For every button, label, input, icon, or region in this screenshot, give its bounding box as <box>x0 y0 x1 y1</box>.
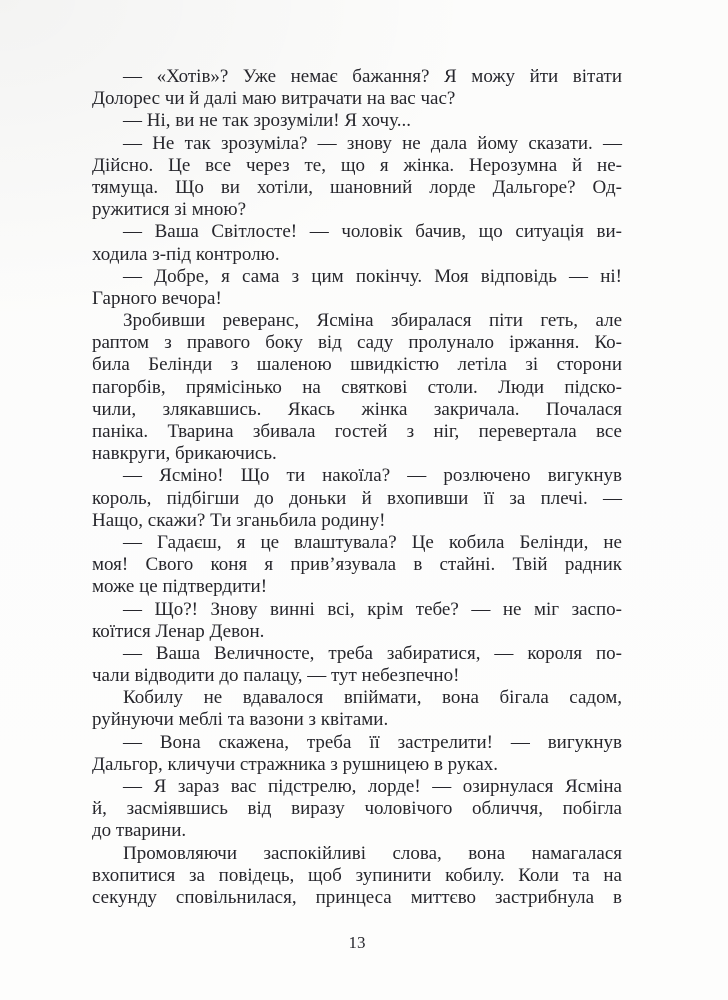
text-line: Гарного вечора! <box>92 287 222 309</box>
text-line: навкруги, брикаючись. <box>92 443 277 465</box>
text-line: Зробивши реверанс, Ясміна збиралася піти геть, але <box>123 310 622 332</box>
text-line: секунду сповільнилася, принцеса миттєво застрибнула в <box>92 886 622 908</box>
text-line: моя! Свого коня я прив’язувала в стайні. Твій радник <box>92 554 622 576</box>
page-text <box>92 66 622 909</box>
text-line: паніка. Тварина збивала гостей з ніг, перевертала все <box>92 421 622 442</box>
text-line: коїтися Ленар Девон. <box>92 620 265 642</box>
text-line: вхопитися за повідець, щоб зупинити кобилу. Коли та на <box>92 864 622 886</box>
text-line: й, засміявшись від виразу чоловічого обличчя, побігла <box>92 798 622 820</box>
text-line: — «Хотів»? Уже немає бажання? Я можу йти вітати <box>123 66 622 87</box>
text-line: чали відводити до палацу, — тут небезпечно! <box>92 665 460 687</box>
text-line: Дальгор, кличучи стражника з рушницею в руках. <box>92 753 499 775</box>
text-line: — Ваша Величносте, треба забиратися, — короля по- <box>123 642 622 664</box>
text-line: Долорес чи й далі маю витрачати на вас час? <box>92 88 456 110</box>
text-line: чили, злякавшись. Якась жінка закричала. Почалася <box>92 398 622 420</box>
text-line: — Ваша Світлосте! — чоловік бачив, що ситуація ви- <box>123 221 622 243</box>
text-line: — Що?! Знову винні всі, крім тебе? — не міг заспо- <box>123 598 622 620</box>
text-line: руйнуючи меблі та вазони з квітами. <box>92 709 389 731</box>
text-line: може це підтвердити! <box>92 576 268 598</box>
text-line: Промовляючи заспокійливі слова, вона намагалася <box>123 842 622 864</box>
text-line: до тварини. <box>92 820 187 842</box>
text-line: раптом з правого боку від саду пролунало іржання. Ко- <box>92 332 622 354</box>
text-line: Нащо, скажи? Ти зганьбила родину! <box>92 509 386 531</box>
text-line: — Вона скажена, треба її застрелити! — вигукнув <box>123 731 622 753</box>
text-line: король, підбігши до доньки й вхопивши її за плечі. — <box>92 487 622 509</box>
text-line: — Не так зрозуміла? — знову не дала йому сказати. — <box>123 132 622 154</box>
page-number: 13 <box>348 933 366 952</box>
text-line: — Я зараз вас підстрелю, лорде! — озирнулася Ясміна <box>123 776 622 797</box>
text-line: Дійсно. Це все через те, що я жінка. Нерозумна й не- <box>92 154 622 176</box>
text-line: Кобилу не вдавалося впіймати, вона бігала садом, <box>123 687 622 709</box>
text-line: била Белінди з шаленою швидкістю летіла зі сторони <box>92 354 622 376</box>
text-line: — Ні, ви не так зрозуміли! Я хочу... <box>123 110 411 132</box>
text-line: ружитися зі мною? <box>92 199 247 221</box>
text-line: — Гадаєш, я це влаштувала? Це кобила Белінди, не <box>123 531 622 553</box>
text-line: пагорбів, прямісінько на святкові столи. Люди підско- <box>92 376 622 398</box>
text-line: ходила з-під контролю. <box>92 243 280 265</box>
text-line: — Ясміно! Що ти накоїла? — розлючено вигукнув <box>123 465 622 487</box>
text-line: — Добре, я сама з цим покінчу. Моя відповідь — ні! <box>123 265 622 287</box>
text-line: тямуща. Що ви хотіли, шановний лорде Дальгоре? Од- <box>92 176 622 198</box>
